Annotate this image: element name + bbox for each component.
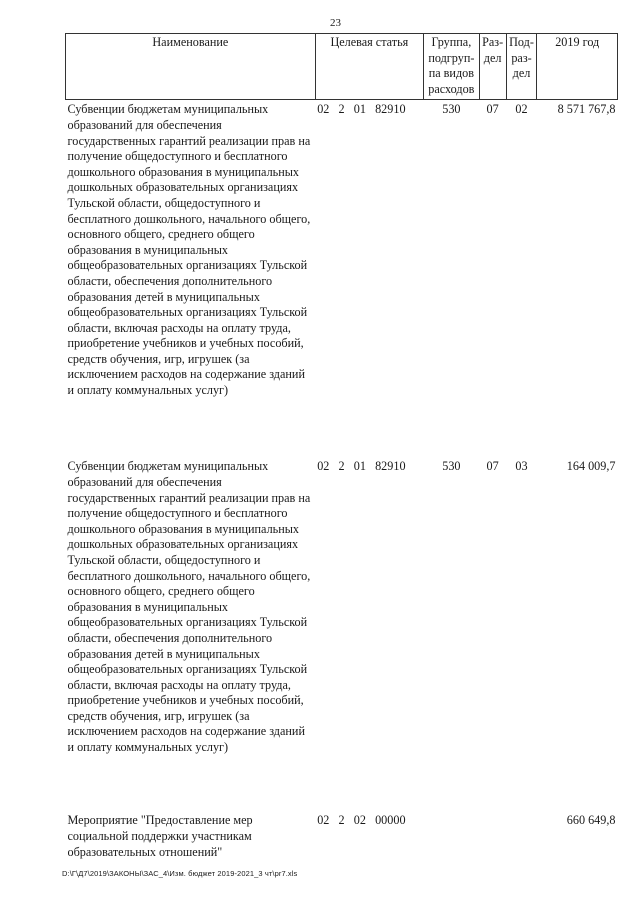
table-header-row [66, 34, 618, 100]
row-target-article [315, 100, 423, 458]
header-group-line: расходов [428, 81, 475, 96]
target-direction: 82910 [375, 459, 406, 474]
header-razdel-line: дел [483, 50, 502, 65]
row-amount: 164 009,7 [566, 459, 616, 474]
header-year: 2019 год [537, 34, 618, 100]
row-amount: 8 571 767,8 [557, 102, 616, 117]
row-name: Мероприятие "Предоставление мер социальной поддержки участникам образовательных отношений" [67, 813, 253, 859]
target-program: 02 [317, 102, 330, 117]
row-name: Субвенции бюджетам муниципальных образований для обеспечения государственных гарантий реализации прав на получение общедоступного и бесплатного дошкольного образования в муниципальных дошкольных образовательных организациях Тульской области, общедоступного и бесплатного дошкольного, начального общего, основного общего, среднего общего образования в муниципальных общеобразовательных организациях Тульской области, обеспечения дополнительного образования детей в муниципальных общеобразовательных организациях Тульской области, включая расходы на оплату труда, приобретение учебников и учебных пособий, средств обучения, игр, игрушек (за исключением расходов на содержание зданий и оплату коммунальных услуг) [67, 102, 311, 398]
header-podrazdel-line: раз- [511, 50, 532, 65]
page-number: 23 [330, 17, 341, 29]
row-amount: 660 649,8 [566, 813, 616, 828]
row-podrazdel: 03 [515, 459, 528, 474]
target-subprogram: 2 [338, 102, 345, 117]
budget-table [65, 33, 618, 860]
header-group-line: Группа, [431, 35, 472, 49]
header-target-article: Целевая статья [315, 34, 423, 100]
table-row [66, 811, 618, 860]
row-razdel [479, 811, 506, 860]
row-name: Субвенции бюджетам муниципальных образований для обеспечения государственных гарантий реализации прав на получение общедоступного и бесплатного дошкольного образования в муниципальных дошкольных образовательных организациях Тульской области, общедоступного и бесплатного дошкольного, начального общего, основного общего, среднего общего образования в муниципальных общеобразовательных организациях Тульской области, обеспечения дополнительного образования детей в муниципальных общеобразовательных организациях Тульской области, включая расходы на оплату труда, приобретение учебников и учебных пособий, средств обучения, игр, игрушек (за исключением расходов на содержание зданий и оплату коммунальных услуг) [67, 459, 311, 755]
table-row [66, 100, 618, 458]
target-event: 01 [353, 102, 366, 117]
target-subprogram: 2 [338, 813, 345, 828]
header-group [424, 34, 480, 100]
file-path-footer: D:\Г\Д7\2019\ЗАКОНЫ\ЗАС_4\Изм. бюджет 2019-2021_3 чт\pr7.xls [62, 869, 298, 878]
header-group-line: подгруп- [428, 50, 475, 65]
target-event: 01 [353, 459, 366, 474]
row-target-article [315, 811, 423, 860]
target-subprogram: 2 [338, 459, 345, 474]
table-row [66, 457, 618, 811]
row-razdel: 07 [486, 459, 499, 474]
row-razdel: 07 [486, 102, 499, 117]
target-event: 02 [353, 813, 366, 828]
target-direction: 82910 [375, 102, 406, 117]
header-razdel [479, 34, 506, 100]
target-program: 02 [317, 813, 330, 828]
header-group-line: па видов [428, 66, 475, 81]
row-podrazdel: 02 [515, 102, 528, 117]
header-podrazdel-line: дел [512, 66, 531, 81]
row-group: 530 [442, 102, 461, 117]
row-group: 530 [442, 459, 461, 474]
header-podrazdel [506, 34, 537, 100]
header-name: Наименование [66, 34, 316, 100]
row-target-article [315, 457, 423, 811]
row-group [424, 811, 480, 860]
header-razdel-line: Раз- [482, 35, 504, 49]
target-direction: 00000 [375, 813, 406, 828]
row-podrazdel [506, 811, 537, 860]
target-program: 02 [317, 459, 330, 474]
header-podrazdel-line: Под- [509, 35, 534, 49]
